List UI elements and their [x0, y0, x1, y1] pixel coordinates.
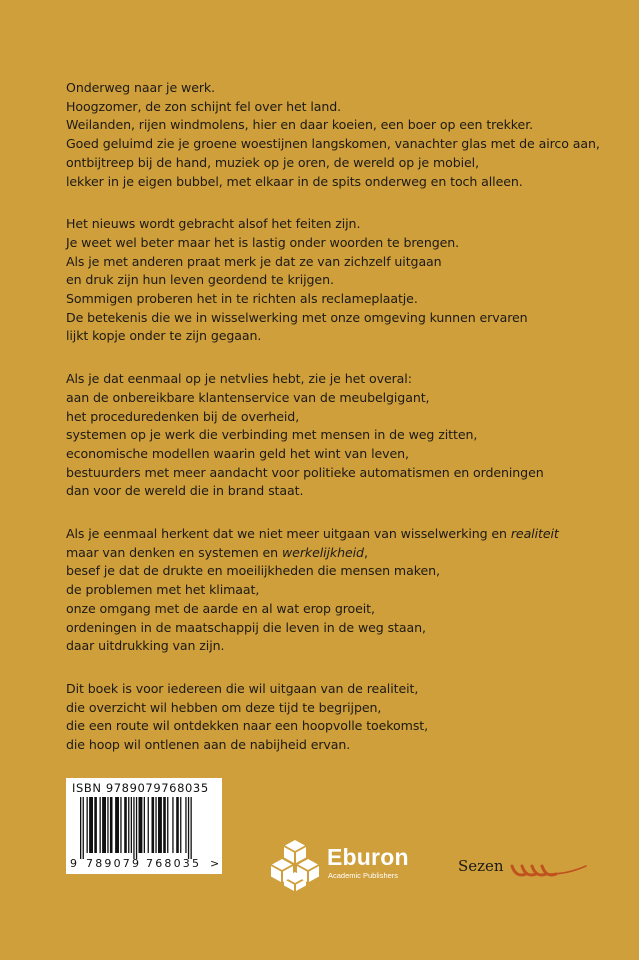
barcode-bar: [155, 797, 156, 853]
barcode-bar: [144, 797, 145, 853]
barcode-bar: [136, 797, 137, 859]
text-line: en druk zijn hun leven geordend te krijgen.: [66, 272, 334, 288]
barcode-bar: [115, 797, 119, 853]
barcode-bar: [180, 797, 181, 853]
barcode-bar: [110, 797, 113, 853]
stanza-5: [66, 680, 606, 755]
text-line: Als je met anderen praat merk je dat ze van zichzelf uitgaan: [66, 253, 442, 269]
text-line: dan voor de wereld die in brand staat.: [66, 483, 304, 499]
barcode-bar: [89, 797, 93, 853]
barcode-digit-first: 9: [70, 857, 77, 870]
barcode-digit-end: >: [210, 857, 220, 870]
text-line: het proceduredenken bij de overheid,: [66, 408, 300, 424]
stanza-2: [66, 215, 606, 346]
barcode-bar: [102, 797, 106, 853]
isbn-label: ISBN 9789079768035: [72, 781, 209, 795]
text-line: Sommigen proberen het in te richten als reclameplaatje.: [66, 291, 418, 307]
barcode-bar: [94, 797, 97, 853]
stanza-1: [66, 79, 606, 191]
text-line: Je weet wel beter maar het is lastig onder woorden te brengen.: [66, 234, 460, 250]
text-line: economische modellen waarin geld het wint van leven,: [66, 445, 409, 461]
eburon-logo: [268, 838, 438, 892]
barcode-bar: [158, 797, 162, 853]
sezen-logo: [458, 857, 588, 887]
blurb-text: [66, 79, 606, 779]
text-line: daar uitdrukking van zijn.: [66, 638, 225, 654]
text-line: Het nieuws wordt gebracht alsof het feiten zijn.: [66, 216, 361, 232]
text-line: De betekenis die we in wisselwerking met onze omgeving kunnen ervaren: [66, 309, 528, 325]
text-line: ordeningen in de maatschappij die leven in de weg staan,: [66, 619, 426, 635]
barcode-bar: [83, 797, 84, 859]
text-line: Onderweg naar je werk.: [66, 80, 216, 95]
barcode-bar: [128, 797, 129, 853]
barcode-bars: [72, 797, 216, 859]
barcode-bar: [148, 797, 149, 853]
barcode-bar: [185, 797, 186, 853]
barcode-bar: [80, 797, 81, 859]
barcode-bar: [87, 797, 88, 853]
stanza-4: [66, 525, 606, 656]
barcode-bar: [100, 797, 101, 853]
text-line: Weilanden, rijen windmolens, hier en daar koeien, een boer op een trekker.: [66, 117, 534, 133]
text-line: die overzicht wil hebben om deze tijd te begrijpen,: [66, 699, 382, 715]
barcode-bar: [107, 797, 108, 853]
text-line: lijkt kopje onder te zijn gegaan.: [66, 328, 262, 344]
text-fragment: maar van denken en systemen en: [66, 544, 282, 560]
barcode-bar: [167, 797, 168, 853]
sezen-name: Sezen: [458, 857, 504, 875]
barcode-bar: [131, 797, 132, 853]
barcode-bar: [133, 797, 134, 859]
text-line: systemen op je werk die verbinding met mensen in de weg zitten,: [66, 427, 478, 443]
text-line: de problemen met het klimaat,: [66, 582, 260, 598]
italic-word: realiteit: [510, 526, 559, 542]
barcode-bar: [152, 797, 155, 853]
text-line: lekker in je eigen bubbel, met elkaar in de spits onderweg en toch alleen.: [66, 173, 523, 189]
text-line: [66, 544, 606, 563]
barcode-digit-group-1: 789079: [86, 857, 142, 870]
barcode-bar: [176, 797, 179, 853]
barcode-bar: [188, 797, 189, 859]
text-line: Hoogzomer, de zon schijnt fel over het land.: [66, 98, 342, 114]
isbn-barcode: [66, 778, 222, 874]
eburon-name: Eburon: [327, 844, 409, 870]
text-line: die hoop wil ontlenen aan de nabijheid ervan.: [66, 737, 351, 753]
barcode-bar: [120, 797, 121, 853]
text-line: onze omgang met de aarde en al wat erop groeit,: [66, 600, 375, 616]
barcode-bar: [124, 797, 127, 853]
text-fragment: Als je eenmaal herkent dat we niet meer uitgaan van wisselwerking en: [66, 526, 511, 542]
text-line: besef je dat de drukte en moeilijkheden die mensen maken,: [66, 563, 440, 579]
text-line: [66, 525, 606, 544]
barcode-digit-group-2: 768035: [146, 857, 202, 870]
text-fragment: ,: [363, 544, 368, 560]
sezen-waves-icon: [510, 860, 588, 884]
italic-word: werkelijkheid: [281, 544, 364, 560]
barcode-bar: [172, 797, 173, 853]
text-line: Als je dat eenmaal op je netvlies hebt, zie je het overal:: [66, 371, 412, 387]
stanza-3: [66, 370, 606, 501]
eburon-cubes-icon: [268, 838, 322, 892]
text-line: ontbijtreep bij de hand, muziek op je oren, de wereld op je mobiel,: [66, 154, 479, 170]
barcode-bar: [163, 797, 166, 853]
text-line: aan de onbereikbare klantenservice van de meubelgigant,: [66, 389, 430, 405]
eburon-subtitle: Academic Publishers: [328, 871, 399, 880]
text-line: bestuurders met meer aandacht voor politieke automatismen en ordeningen: [66, 464, 544, 480]
text-line: die een route wil ontdekken naar een hoopvolle toekomst,: [66, 718, 429, 734]
barcode-bar: [191, 797, 192, 859]
barcode-bar: [139, 797, 143, 853]
text-line: Dit boek is voor iedereen die wil uitgaan van de realiteit,: [66, 680, 419, 696]
text-line: Goed geluimd zie je groene woestijnen langskomen, vanachter glas met de airco aan,: [66, 136, 600, 152]
